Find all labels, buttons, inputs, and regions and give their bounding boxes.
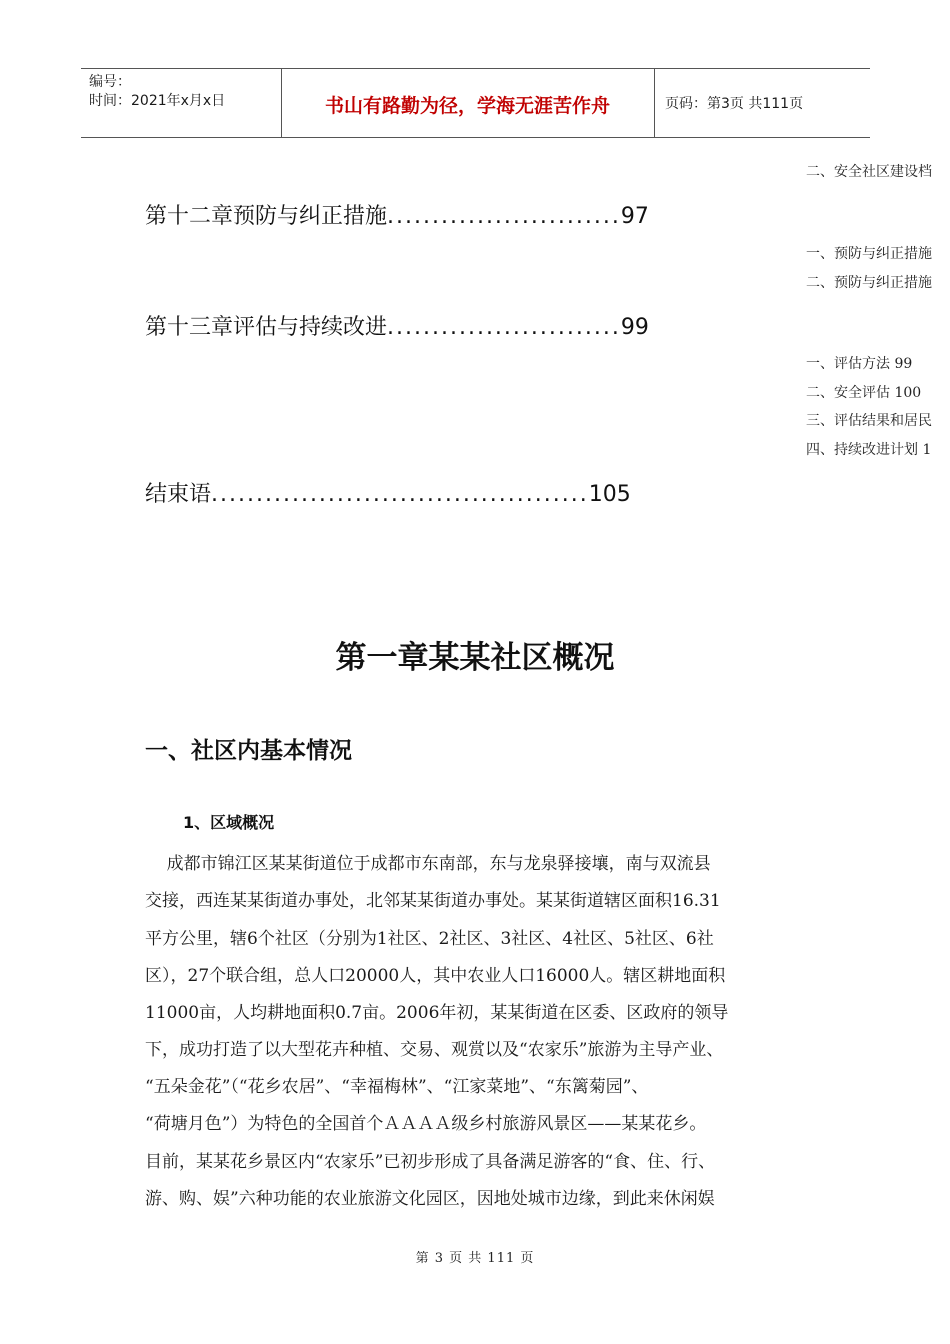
header-page-info: 页码：第3页 共111页 xyxy=(665,96,804,112)
toc-leader-dots: .......................................... xyxy=(211,482,589,507)
toc-chapter-12 xyxy=(145,199,649,230)
paragraph-line: 11000亩，人均耕地面积0.7亩。2006年初，某某街道在区委、区政府的领导 xyxy=(145,1003,729,1023)
page-footer: 第 3 页 共 111 页 xyxy=(415,1251,535,1266)
toc-page-number: 97 xyxy=(620,204,649,229)
toc-subitem: 二、安全社区建设档 xyxy=(806,164,932,180)
paragraph-line: 目前，某某花乡景区内“农家乐”已初步形成了具备满足游客的“食、住、行、 xyxy=(145,1152,716,1172)
paragraph-line: 下，成功打造了以大型花卉种植、交易、观赏以及“农家乐”旅游为主导产业、 xyxy=(145,1040,724,1060)
header-divider xyxy=(654,69,655,137)
toc-subitem: 四、持续改进计划 1 xyxy=(806,442,932,458)
paragraph-line: “五朵金花”（“花乡农居”、“幸福梅林”、“江家菜地”、“东篱菊园”、 xyxy=(145,1077,649,1097)
toc-subitem: 三、评估结果和居民 xyxy=(806,413,932,429)
toc-leader-dots: .......................... xyxy=(387,315,621,340)
section-title: 一、社区内基本情况 xyxy=(145,738,352,764)
toc-chapter-13 xyxy=(145,310,649,341)
toc-page-number: 105 xyxy=(588,482,631,507)
paragraph-line: 成都市锦江区某某街道位于成都市东南部，东与龙泉驿接壤，南与双流县 xyxy=(145,854,711,874)
toc-page-number: 99 xyxy=(620,315,649,340)
chapter-title: 第一章某某社区概况 xyxy=(335,640,615,676)
paragraph-line: 游、购、娱”六种功能的农业旅游文化园区，因地处城市边缘，到此来休闲娱 xyxy=(145,1189,715,1209)
subsection-title: 1、区域概况 xyxy=(183,813,275,832)
paragraph-line: “荷塘月色”）为特色的全国首个ＡＡＡＡ级乡村旅游风景区——某某花乡。 xyxy=(145,1114,707,1134)
toc-chapter-title: 第十三章评估与持续改进 xyxy=(145,315,388,340)
toc-conclusion xyxy=(145,477,631,508)
toc-subitem: 一、评估方法 99 xyxy=(806,356,913,372)
header-date: 时间：2021年x月x日 xyxy=(89,93,226,109)
toc-chapter-title: 结束语 xyxy=(145,482,212,507)
paragraph-line: 区），27个联合组，总人口20000人，其中农业人口16000人。辖区耕地面积 xyxy=(145,966,726,986)
paragraph-line: 交接，西连某某街道办事处，北邻某某街道办事处。某某街道辖区面积16.31 xyxy=(145,891,721,911)
header-number-label: 编号： xyxy=(89,74,131,90)
page-header xyxy=(81,68,870,138)
header-motto: 书山有路勤为径，学海无涯苦作舟 xyxy=(324,95,610,117)
toc-subitem: 二、安全评估 100 xyxy=(806,385,922,401)
toc-chapter-title: 第十二章预防与纠正措施 xyxy=(145,204,388,229)
toc-leader-dots: .......................... xyxy=(387,204,621,229)
header-meta xyxy=(89,73,225,111)
toc-subitem: 二、预防与纠正措施 xyxy=(806,275,932,291)
toc-subitem: 一、预防与纠正措施 xyxy=(806,246,932,262)
paragraph-line: 平方公里，辖6个社区（分别为1社区、2社区、3社区、4社区、5社区、6社 xyxy=(145,929,714,949)
